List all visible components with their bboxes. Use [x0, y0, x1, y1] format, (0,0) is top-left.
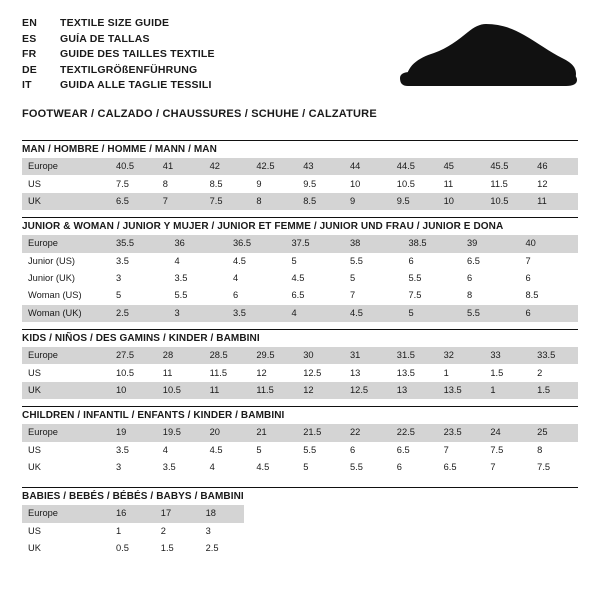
category-line: FOOTWEAR / CALZADO / CHAUSSURES / SCHUHE / CALZATURE — [22, 107, 377, 120]
cell: 7.5 — [116, 178, 129, 189]
cell: 5.5 — [350, 255, 363, 266]
cell: 3.5 — [116, 444, 129, 455]
cell: 36.5 — [227, 235, 286, 252]
cell: 8.5 — [209, 178, 223, 189]
cell: 1.5 — [490, 367, 504, 378]
row-label: US — [28, 367, 41, 378]
cell: 9.5 — [303, 178, 317, 189]
cell: 5 — [350, 273, 356, 284]
cell: 4 — [174, 255, 180, 266]
cell: 7.5 — [408, 290, 422, 301]
cell: 46 — [531, 158, 578, 175]
cell: 5 — [256, 444, 262, 455]
section-title: BABIES / BEBÉS / BÉBÉS / BABYS / BAMBINI — [22, 491, 244, 503]
cell: 10 — [438, 193, 485, 210]
cell: 5.5 — [349, 462, 363, 473]
language-title: GUIDA ALLE TAGLIE TESSILI — [60, 79, 212, 92]
cell: 10.5 — [157, 382, 204, 399]
section-divider — [22, 406, 578, 407]
cell: 1.5 — [160, 543, 174, 554]
cell: 6.5 — [443, 462, 457, 473]
cell: 40 — [520, 235, 579, 252]
cell: 13.5 — [396, 367, 415, 378]
language-code: DE — [22, 63, 37, 76]
cell: 2 — [160, 525, 166, 536]
row-label: Europe — [22, 505, 110, 522]
table-row — [22, 540, 244, 557]
cell: 45 — [438, 158, 485, 175]
cell: 1 — [484, 382, 531, 399]
cell: 9.5 — [391, 193, 438, 210]
cell: 4.5 — [233, 255, 246, 266]
cell: 17 — [155, 505, 200, 522]
table-row — [22, 287, 578, 304]
cell: 6.5 — [291, 290, 305, 301]
cell: 12 — [256, 367, 267, 378]
cell: 23.5 — [438, 424, 485, 441]
cell: 6 — [408, 255, 414, 266]
cell: 11.5 — [490, 178, 508, 189]
cell: 9 — [256, 178, 262, 189]
section-divider — [22, 329, 578, 330]
size-table-man — [22, 158, 578, 210]
cell: 25 — [531, 424, 578, 441]
section-title: JUNIOR & WOMAN / JUNIOR Y MUJER / JUNIOR ET FEMME / JUNIOR UND FRAU / JUNIOR E DONA — [22, 221, 504, 233]
row-label: Junior (US) — [28, 255, 76, 266]
cell: 5 — [403, 305, 462, 322]
cell: 7.5 — [204, 193, 251, 210]
row-label: Woman (US) — [28, 290, 82, 301]
cell: 44 — [344, 158, 391, 175]
cell: 21.5 — [297, 424, 344, 441]
cell: 4.5 — [344, 305, 403, 322]
cell: 37.5 — [286, 235, 345, 252]
section-divider — [22, 217, 578, 218]
section-divider — [22, 140, 578, 141]
table-row — [22, 505, 244, 522]
language-code: IT — [22, 79, 32, 92]
cell: 5 — [116, 290, 122, 301]
table-row — [22, 175, 578, 192]
cell: 0.5 — [116, 543, 129, 554]
cell: 1.5 — [531, 382, 578, 399]
language-title: GUÍA DE TALLAS — [60, 32, 150, 45]
cell: 43 — [297, 158, 344, 175]
dress-shoe-icon — [388, 22, 578, 102]
cell: 7 — [350, 290, 356, 301]
cell: 4.5 — [291, 273, 305, 284]
cell: 42.5 — [250, 158, 297, 175]
cell: 3 — [169, 305, 228, 322]
row-label: UK — [22, 382, 110, 399]
table-row — [22, 459, 578, 476]
cell: 4.5 — [256, 462, 270, 473]
cell: 13 — [349, 367, 361, 378]
cell: 19.5 — [157, 424, 204, 441]
section-title: CHILDREN / INFANTIL / ENFANTS / KINDER / BAMBINI — [22, 410, 285, 422]
cell: 8 — [250, 193, 297, 210]
cell: 4 — [233, 273, 239, 284]
cell: 7 — [490, 462, 496, 473]
cell: 27.5 — [110, 347, 157, 364]
cell: 6.5 — [110, 193, 157, 210]
cell: 12 — [537, 178, 548, 189]
cell: 8.5 — [525, 290, 539, 301]
row-label: Junior (UK) — [28, 273, 76, 284]
cell: 13.5 — [438, 382, 485, 399]
cell: 38 — [344, 235, 403, 252]
cell: 5.5 — [408, 273, 422, 284]
cell: 2.5 — [205, 543, 219, 554]
cell: 6 — [520, 305, 579, 322]
language-title: GUIDE DES TAILLES TEXTILE — [60, 48, 215, 61]
row-label: US — [28, 525, 41, 536]
cell: 18 — [200, 505, 245, 522]
language-row — [22, 78, 215, 94]
cell: 20 — [204, 424, 251, 441]
table-row — [22, 270, 578, 287]
cell: 6 — [467, 273, 473, 284]
cell: 4.5 — [209, 444, 223, 455]
row-label: Europe — [22, 347, 110, 364]
cell: 24 — [484, 424, 531, 441]
cell: 8 — [467, 290, 473, 301]
cell: 7 — [157, 193, 204, 210]
cell: 7.5 — [537, 462, 551, 473]
cell: 39 — [461, 235, 520, 252]
cell: 4 — [209, 462, 215, 473]
cell: 6.5 — [396, 444, 410, 455]
cell: 42 — [204, 158, 251, 175]
cell: 5 — [303, 462, 309, 473]
cell: 12.5 — [303, 367, 322, 378]
language-code: ES — [22, 32, 37, 45]
cell: 33 — [484, 347, 531, 364]
language-row — [22, 32, 215, 48]
cell: 22 — [344, 424, 391, 441]
cell: 2.5 — [110, 305, 169, 322]
cell: 13 — [391, 382, 438, 399]
cell: 11 — [162, 367, 173, 378]
cell: 11.5 — [250, 382, 297, 399]
cell: 10 — [110, 382, 157, 399]
table-row — [22, 382, 578, 399]
cell: 12 — [297, 382, 344, 399]
cell: 4 — [286, 305, 345, 322]
cell: 11 — [531, 193, 578, 210]
cell: 22.5 — [391, 424, 438, 441]
cell: 10.5 — [484, 193, 531, 210]
cell: 32 — [438, 347, 485, 364]
size-table-kids — [22, 347, 578, 399]
row-label: Woman (UK) — [22, 305, 110, 322]
cell: 7.5 — [490, 444, 504, 455]
cell: 3.5 — [174, 273, 188, 284]
table-row — [22, 347, 578, 364]
section-babies — [0, 487, 600, 557]
cell: 3 — [205, 525, 211, 536]
row-label: Europe — [22, 235, 110, 252]
section-title: KIDS / NIÑOS / DES GAMINS / KINDER / BAMBINI — [22, 333, 260, 344]
cell: 1 — [443, 367, 449, 378]
table-row — [22, 253, 578, 270]
cell: 9 — [344, 193, 391, 210]
cell: 8.5 — [297, 193, 344, 210]
table-row — [22, 442, 578, 459]
cell: 31 — [344, 347, 391, 364]
table-row — [22, 424, 578, 441]
cell: 21 — [250, 424, 297, 441]
row-label: UK — [28, 543, 41, 554]
cell: 4 — [162, 444, 168, 455]
cell: 28 — [157, 347, 204, 364]
size-table-junior-woman — [22, 235, 578, 322]
row-label: US — [28, 178, 41, 189]
cell: 16 — [110, 505, 155, 522]
cell: 5.5 — [303, 444, 317, 455]
size-table-babies — [22, 505, 244, 557]
cell: 35.5 — [110, 235, 169, 252]
cell: 5.5 — [174, 290, 188, 301]
cell: 19 — [110, 424, 157, 441]
cell: 11.5 — [209, 367, 227, 378]
language-title-list — [22, 16, 215, 94]
cell: 3 — [116, 273, 122, 284]
cell: 10.5 — [116, 367, 135, 378]
cell: 45.5 — [484, 158, 531, 175]
section-children — [0, 406, 600, 476]
section-man — [0, 140, 600, 210]
cell: 5 — [291, 255, 297, 266]
cell: 28.5 — [204, 347, 251, 364]
cell: 3.5 — [116, 255, 129, 266]
cell: 40.5 — [110, 158, 157, 175]
cell: 10.5 — [396, 178, 415, 189]
row-label: UK — [28, 462, 41, 473]
row-label: Europe — [22, 158, 110, 175]
cell: 6 — [233, 290, 239, 301]
language-row — [22, 47, 215, 63]
cell: 12.5 — [344, 382, 391, 399]
table-row — [22, 523, 244, 540]
cell: 3.5 — [227, 305, 286, 322]
cell: 7 — [443, 444, 449, 455]
section-junior-woman — [0, 217, 600, 322]
cell: 30 — [297, 347, 344, 364]
cell: 8 — [162, 178, 168, 189]
row-label: US — [28, 444, 41, 455]
cell: 6.5 — [467, 255, 480, 266]
language-row — [22, 63, 215, 79]
section-kids — [0, 329, 600, 399]
cell: 3.5 — [162, 462, 176, 473]
row-label: Europe — [22, 424, 110, 441]
section-title: MAN / HOMBRE / HOMME / MANN / MAN — [22, 144, 217, 155]
cell: 8 — [537, 444, 543, 455]
language-title: TEXTILE SIZE GUIDE — [60, 17, 170, 29]
table-row — [22, 235, 578, 252]
cell: 38.5 — [403, 235, 462, 252]
row-label: UK — [22, 193, 110, 210]
table-row — [22, 364, 578, 381]
cell: 5.5 — [461, 305, 520, 322]
cell: 6 — [349, 444, 356, 455]
cell: 6 — [396, 462, 402, 473]
size-table-children — [22, 424, 578, 476]
cell: 33.5 — [531, 347, 578, 364]
cell: 11 — [204, 382, 251, 399]
cell: 6 — [525, 273, 531, 284]
cell: 44.5 — [391, 158, 438, 175]
cell: 36 — [169, 235, 228, 252]
cell: 10 — [349, 178, 361, 189]
cell: 1 — [116, 525, 122, 536]
cell: 2 — [537, 367, 543, 378]
cell: 41 — [157, 158, 204, 175]
cell: 11 — [443, 178, 454, 189]
table-row — [22, 193, 578, 210]
language-code: FR — [22, 48, 37, 61]
table-row — [22, 305, 578, 322]
language-title: TEXTILGRÖßENFÜHRUNG — [60, 63, 198, 76]
cell: 7 — [525, 255, 531, 266]
page-header — [0, 0, 600, 140]
section-divider — [22, 487, 578, 488]
cell: 29.5 — [250, 347, 297, 364]
table-row — [22, 158, 578, 175]
cell: 31.5 — [391, 347, 438, 364]
language-row — [22, 16, 215, 32]
cell: 3 — [116, 462, 122, 473]
language-code: EN — [22, 17, 37, 29]
